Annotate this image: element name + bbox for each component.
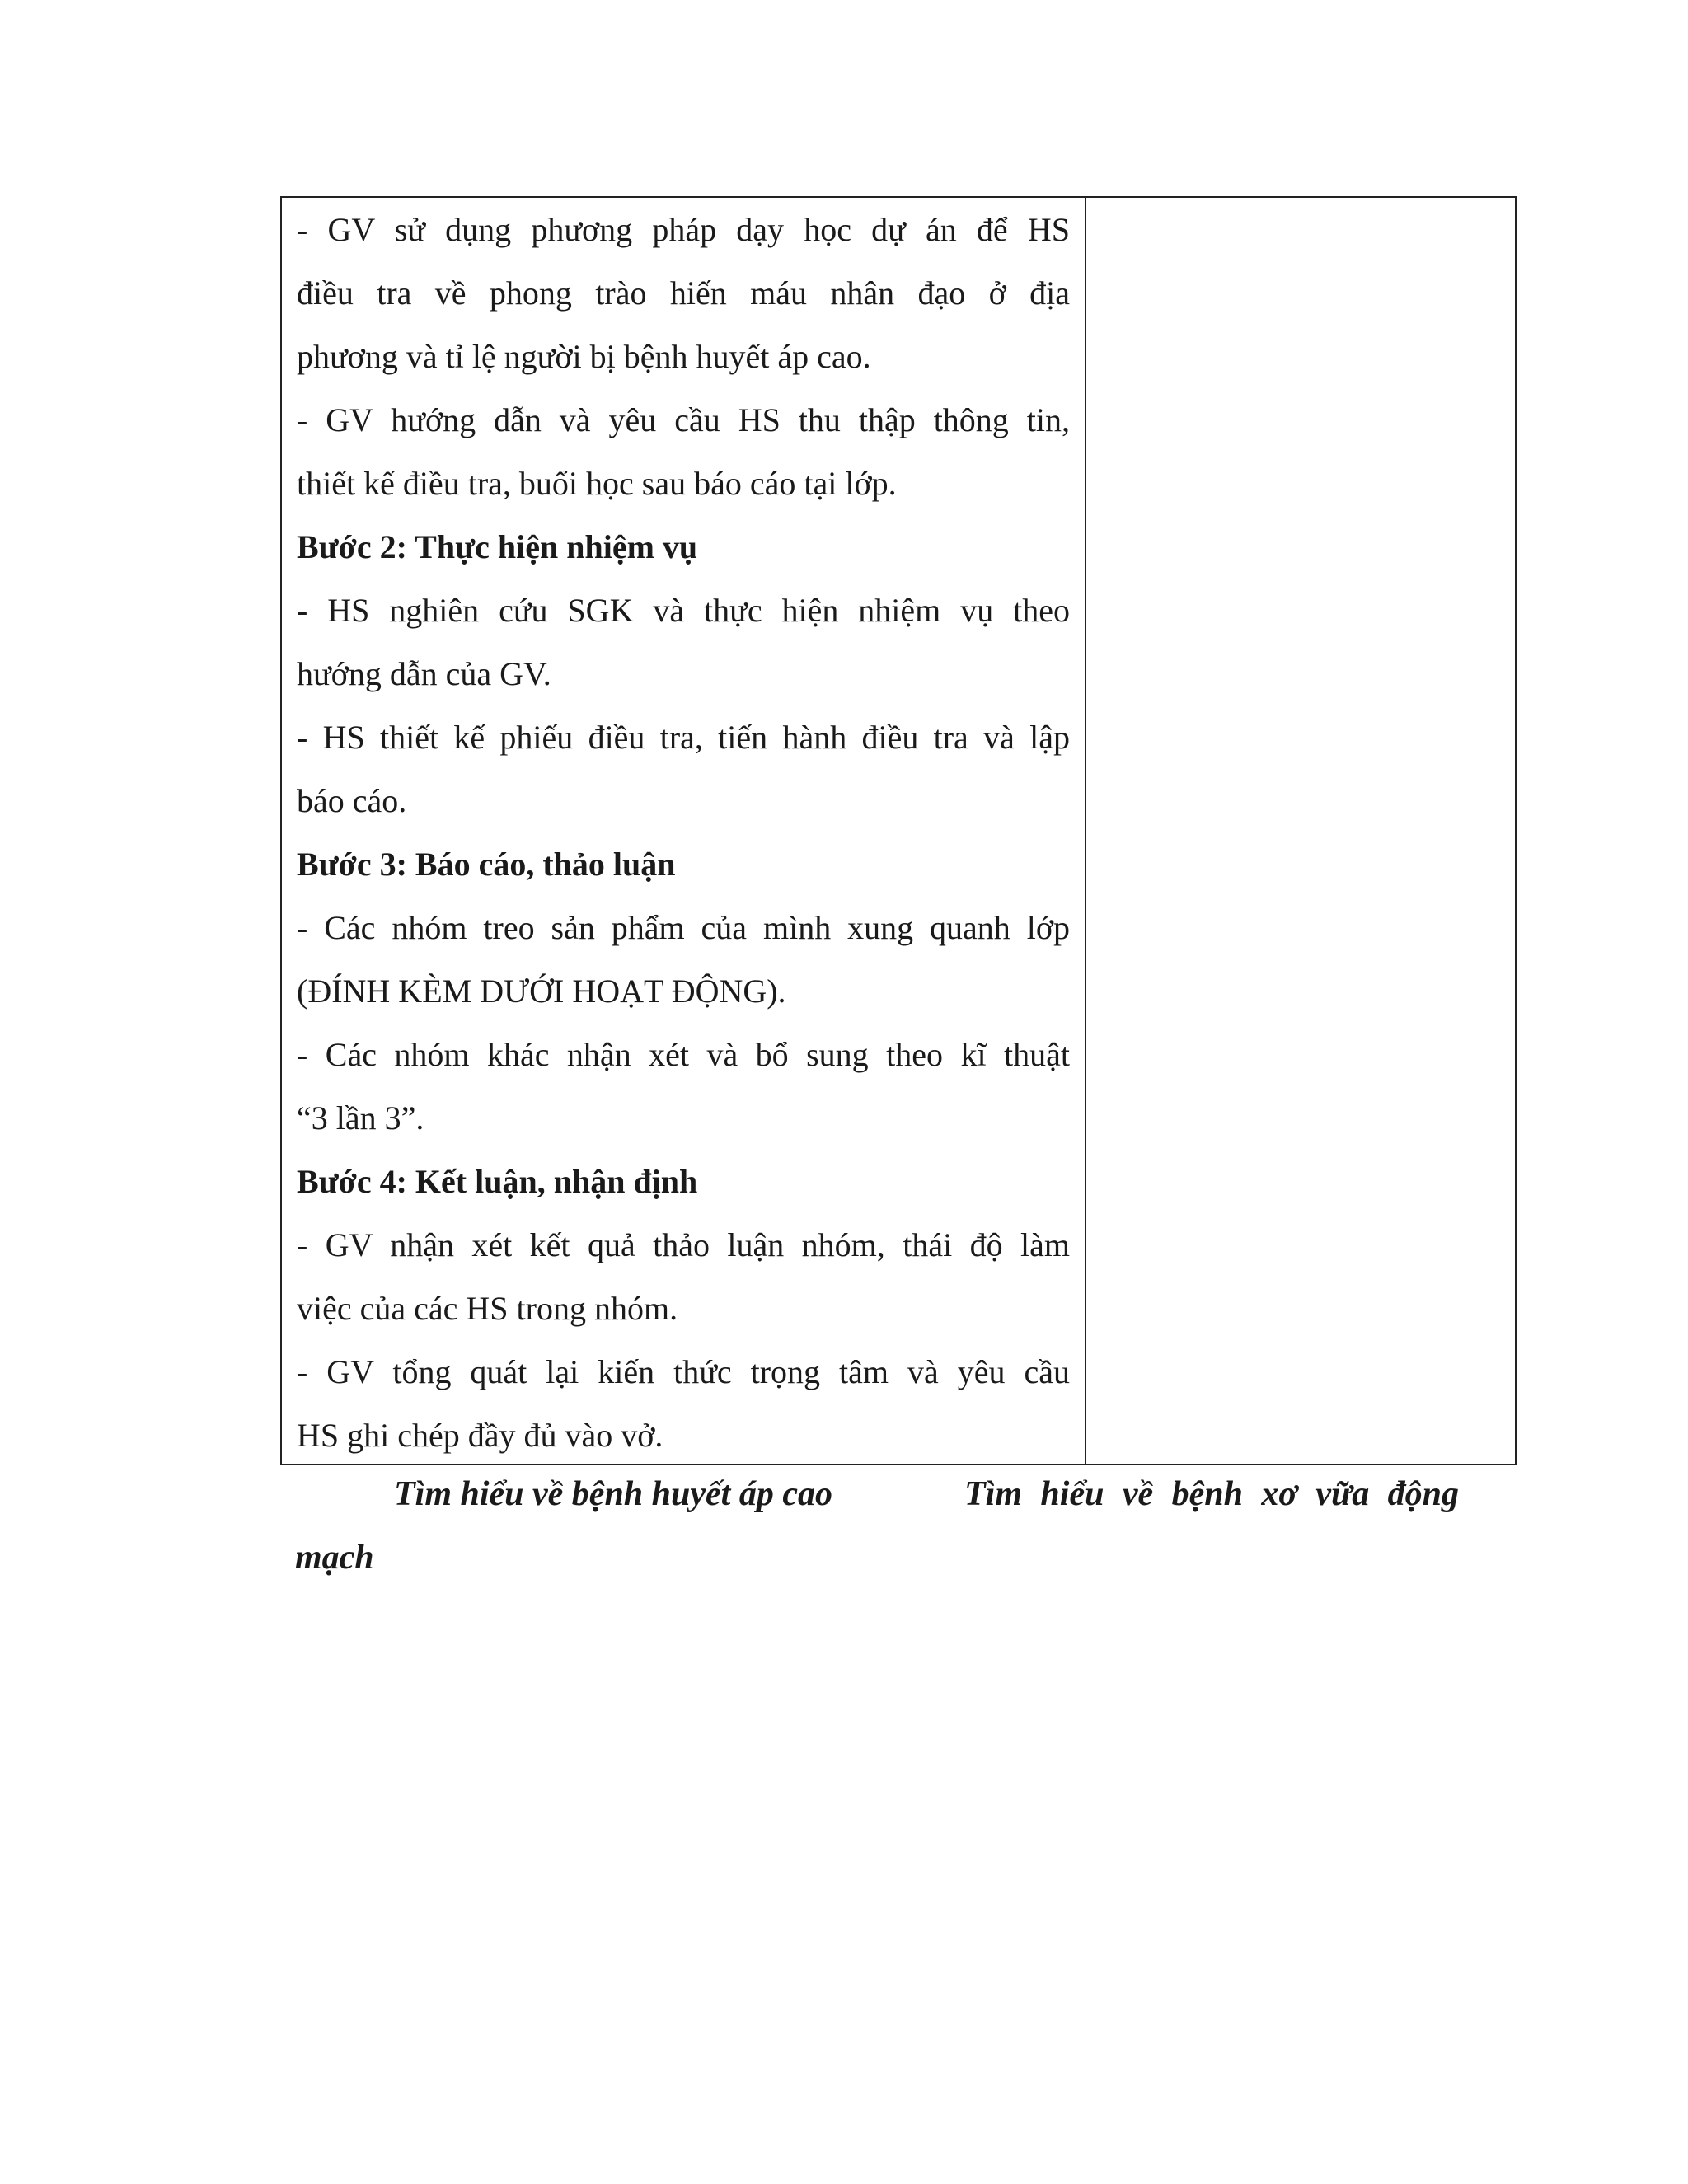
step-heading: Bước 2: Thực hiện nhiệm vụ bbox=[297, 528, 698, 565]
text-line: phương và tỉ lệ người bị bệnh huyết áp cao. bbox=[297, 338, 871, 375]
text-line: hướng dẫn của GV. bbox=[297, 655, 551, 692]
text-line: - HS nghiên cứu SGK và thực hiện nhiệm vụ theo bbox=[297, 592, 1070, 629]
text-line: - GV hướng dẫn và yêu cầu HS thu thập thông tin, bbox=[297, 401, 1070, 438]
text-line: “3 lần 3”. bbox=[297, 1099, 424, 1137]
caption-hypertension: Tìm hiểu về bệnh huyết áp cao bbox=[394, 1475, 832, 1513]
activity-cell bbox=[282, 198, 1086, 1464]
text-line: - GV tổng quát lại kiến thức trọng tâm và yêu cầu bbox=[297, 1353, 1070, 1390]
text-line: HS ghi chép đầy đủ vào vở. bbox=[297, 1417, 663, 1454]
step-heading: Bước 3: Báo cáo, thảo luận bbox=[297, 846, 676, 883]
text-line: - HS thiết kế phiếu điều tra, tiến hành điều tra và lập bbox=[297, 719, 1070, 756]
text-line: - GV nhận xét kết quả thảo luận nhóm, thái độ làm bbox=[297, 1226, 1070, 1263]
text-line: thiết kế điều tra, buổi học sau báo cáo tại lớp. bbox=[297, 465, 897, 502]
text-line: - GV sử dụng phương pháp dạy học dự án để HS bbox=[297, 211, 1070, 248]
caption-atherosclerosis-continued: mạch bbox=[295, 1539, 374, 1577]
product-cell bbox=[1086, 198, 1515, 1464]
text-line: điều tra về phong trào hiến máu nhân đạo ở địa bbox=[297, 274, 1070, 312]
text-line: việc của các HS trong nhóm. bbox=[297, 1290, 678, 1327]
step-heading: Bước 4: Kết luận, nhận định bbox=[297, 1163, 698, 1200]
text-line: - Các nhóm khác nhận xét và bổ sung theo kĩ thuật bbox=[297, 1036, 1070, 1073]
text-line: báo cáo. bbox=[297, 782, 407, 819]
lesson-table bbox=[280, 196, 1517, 1465]
image-captions bbox=[280, 1463, 1517, 1590]
caption-atherosclerosis: Tìm hiểu về bệnh xơ vữa động bbox=[964, 1475, 1459, 1513]
text-line: - Các nhóm treo sản phẩm của mình xung quanh lớp bbox=[297, 909, 1070, 946]
text-line: (ĐÍNH KÈM DƯỚI HOẠT ĐỘNG). bbox=[297, 972, 786, 1010]
